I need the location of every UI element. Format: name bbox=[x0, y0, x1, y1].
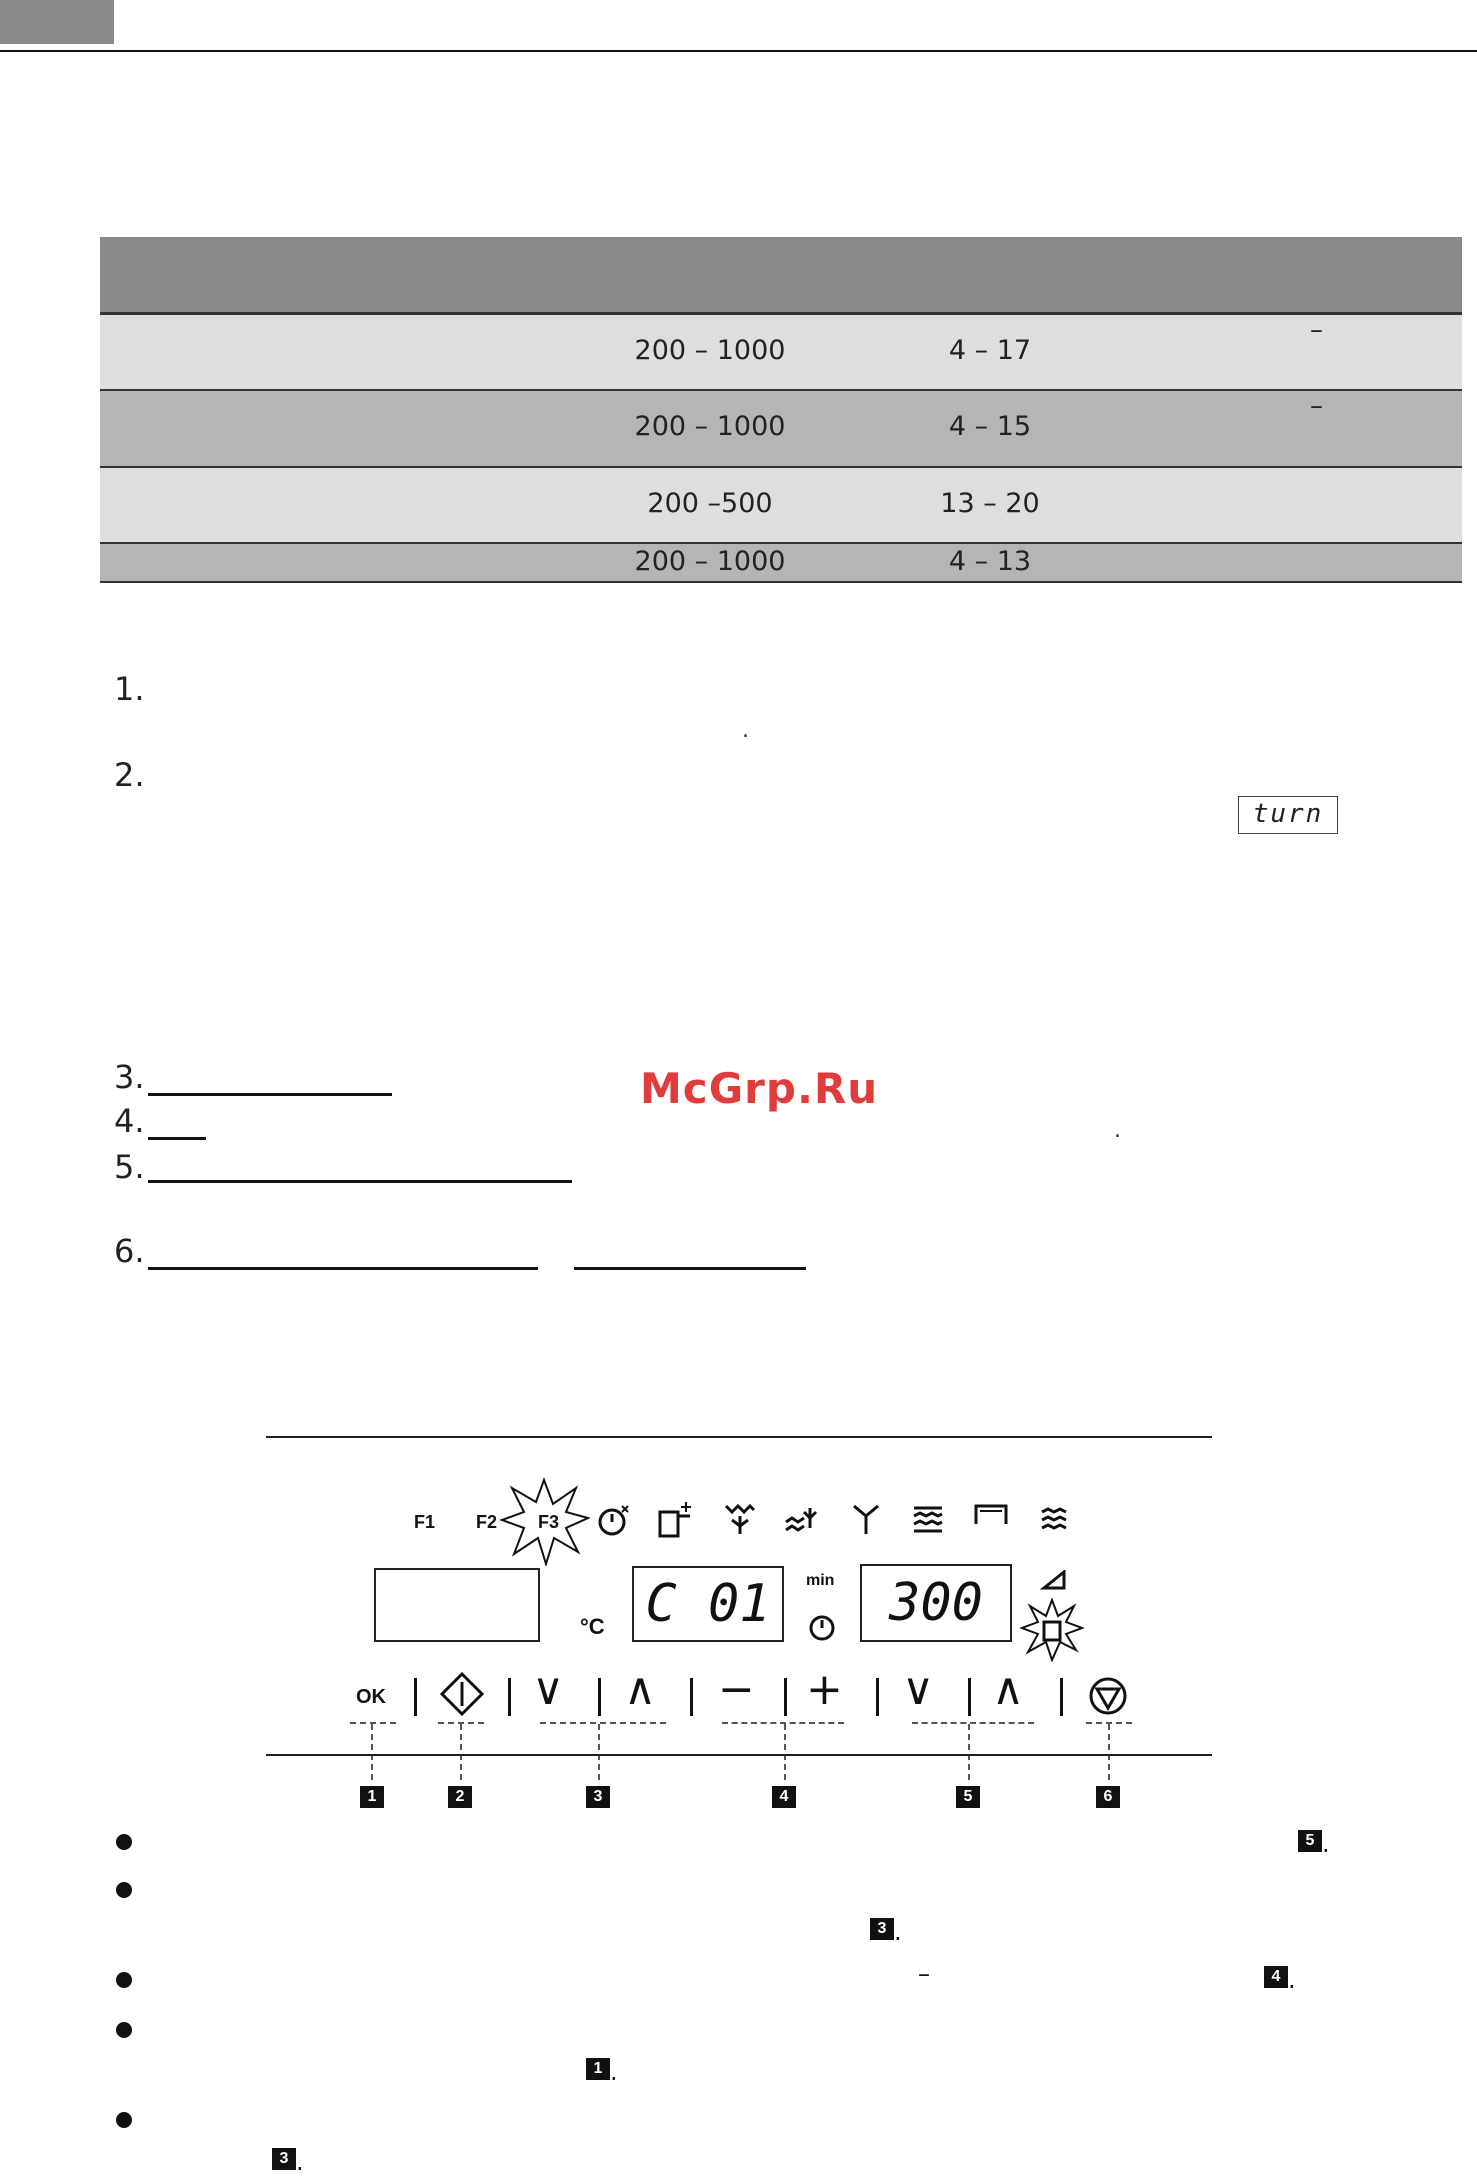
period: . bbox=[610, 2058, 618, 2086]
defrost-icon bbox=[656, 1500, 696, 1540]
weight-display: 300 bbox=[860, 1564, 1012, 1642]
separator bbox=[414, 1678, 417, 1716]
step-period: . bbox=[1114, 1118, 1121, 1143]
table-row bbox=[100, 468, 1462, 544]
weight-burst-icon bbox=[1020, 1598, 1084, 1662]
table-cell-weight: 200 – 1000 bbox=[634, 546, 786, 577]
separator bbox=[598, 1678, 601, 1716]
grill-icon bbox=[724, 1502, 756, 1536]
step-number: 4. bbox=[114, 1102, 145, 1140]
minus-button[interactable]: − bbox=[718, 1664, 755, 1715]
ok-button[interactable]: OK bbox=[356, 1686, 386, 1708]
inline-badge: 5 bbox=[1298, 1830, 1322, 1852]
step-period: . bbox=[742, 718, 749, 743]
timer-fan-icon bbox=[596, 1502, 632, 1538]
separator bbox=[690, 1678, 693, 1716]
header-rule bbox=[0, 50, 1477, 52]
separator bbox=[968, 1678, 971, 1716]
period: . bbox=[296, 2148, 304, 2176]
step-number: 5. bbox=[114, 1148, 145, 1186]
plus-button[interactable]: + bbox=[806, 1664, 843, 1715]
leader-line bbox=[912, 1722, 1034, 1724]
underline bbox=[148, 1267, 538, 1270]
dash: – bbox=[918, 1960, 930, 1988]
inline-badge: 3 bbox=[870, 1918, 894, 1940]
leader-line bbox=[371, 1724, 373, 1780]
inline-badge: 1 bbox=[586, 2058, 610, 2080]
table-cell-time: 13 – 20 bbox=[940, 488, 1040, 519]
period: . bbox=[1288, 1966, 1296, 1994]
badge-3: 3 bbox=[586, 1786, 610, 1808]
up-button-1[interactable]: ∧ bbox=[624, 1664, 657, 1715]
leader-line bbox=[460, 1724, 462, 1780]
bullet bbox=[116, 1882, 132, 1898]
separator bbox=[508, 1678, 511, 1716]
steam-icon bbox=[1040, 1506, 1070, 1532]
fan-grill-icon bbox=[784, 1502, 820, 1536]
underline bbox=[148, 1093, 392, 1096]
table-cell-dash: – bbox=[1310, 391, 1323, 421]
start-button[interactable] bbox=[440, 1672, 484, 1716]
leader-line bbox=[968, 1724, 970, 1780]
function-f2[interactable]: F2 bbox=[476, 1512, 498, 1532]
table-cell-time: 4 – 15 bbox=[948, 411, 1032, 442]
underline bbox=[148, 1180, 572, 1183]
step-number: 6. bbox=[114, 1232, 145, 1270]
badge-4: 4 bbox=[772, 1786, 796, 1808]
table-cell-weight: 200 – 1000 bbox=[634, 335, 786, 366]
display-turn: turn bbox=[1238, 796, 1338, 834]
badge-6: 6 bbox=[1096, 1786, 1120, 1808]
down-button-2[interactable]: ∨ bbox=[902, 1664, 935, 1715]
underline bbox=[574, 1267, 806, 1270]
separator bbox=[784, 1678, 787, 1716]
top-heat-icon bbox=[974, 1502, 1010, 1532]
leader-line bbox=[598, 1724, 600, 1780]
table-row bbox=[100, 315, 1462, 391]
unit-celsius: °C bbox=[580, 1614, 605, 1639]
stop-button[interactable] bbox=[1088, 1676, 1128, 1716]
header-tab bbox=[0, 0, 114, 44]
table-cell-time: 4 – 17 bbox=[948, 335, 1032, 366]
separator bbox=[876, 1678, 879, 1716]
panel-bottom-line bbox=[266, 1754, 1212, 1756]
table-cell-weight: 200 –500 bbox=[647, 488, 773, 519]
leader-line bbox=[1108, 1724, 1110, 1780]
table-cell-dash: – bbox=[1310, 315, 1323, 345]
step-number: 1. bbox=[114, 670, 145, 708]
inline-badge: 4 bbox=[1264, 1966, 1288, 1988]
down-button-1[interactable]: ∨ bbox=[532, 1664, 565, 1715]
leader-line bbox=[350, 1722, 396, 1724]
separator bbox=[1060, 1678, 1063, 1716]
fan-icon bbox=[850, 1502, 882, 1536]
leader-line bbox=[540, 1722, 666, 1724]
bullet bbox=[116, 1834, 132, 1850]
bottom-heat-icon bbox=[912, 1504, 946, 1534]
watermark: McGrp.Ru bbox=[640, 1064, 879, 1113]
function-f1[interactable]: F1 bbox=[414, 1512, 436, 1532]
table-header-row bbox=[100, 237, 1462, 315]
bullet bbox=[116, 1972, 132, 1988]
function-f3[interactable]: F3 bbox=[538, 1512, 560, 1532]
unit-min: min bbox=[806, 1572, 835, 1589]
clock-icon bbox=[808, 1614, 836, 1642]
period: . bbox=[1322, 1830, 1330, 1858]
table-row bbox=[100, 391, 1462, 468]
bullet bbox=[116, 2022, 132, 2038]
table-cell-time: 4 – 13 bbox=[948, 546, 1032, 577]
period: . bbox=[894, 1918, 902, 1946]
up-button-2[interactable]: ∧ bbox=[992, 1664, 1025, 1715]
leader-line bbox=[784, 1724, 786, 1780]
weight-triangle-icon bbox=[1040, 1570, 1068, 1592]
panel-top-line bbox=[266, 1436, 1212, 1438]
table-cell-weight: 200 – 1000 bbox=[634, 411, 786, 442]
table-row bbox=[100, 544, 1462, 583]
underline bbox=[148, 1137, 206, 1140]
step-number: 2. bbox=[114, 756, 145, 794]
leader-line bbox=[722, 1722, 844, 1724]
bullet bbox=[116, 2112, 132, 2128]
badge-1: 1 bbox=[360, 1786, 384, 1808]
badge-2: 2 bbox=[448, 1786, 472, 1808]
step-number: 3. bbox=[114, 1058, 145, 1096]
program-code-display: C 01 bbox=[632, 1566, 784, 1642]
temperature-display bbox=[374, 1568, 540, 1642]
inline-badge: 3 bbox=[272, 2148, 296, 2170]
badge-5: 5 bbox=[956, 1786, 980, 1808]
